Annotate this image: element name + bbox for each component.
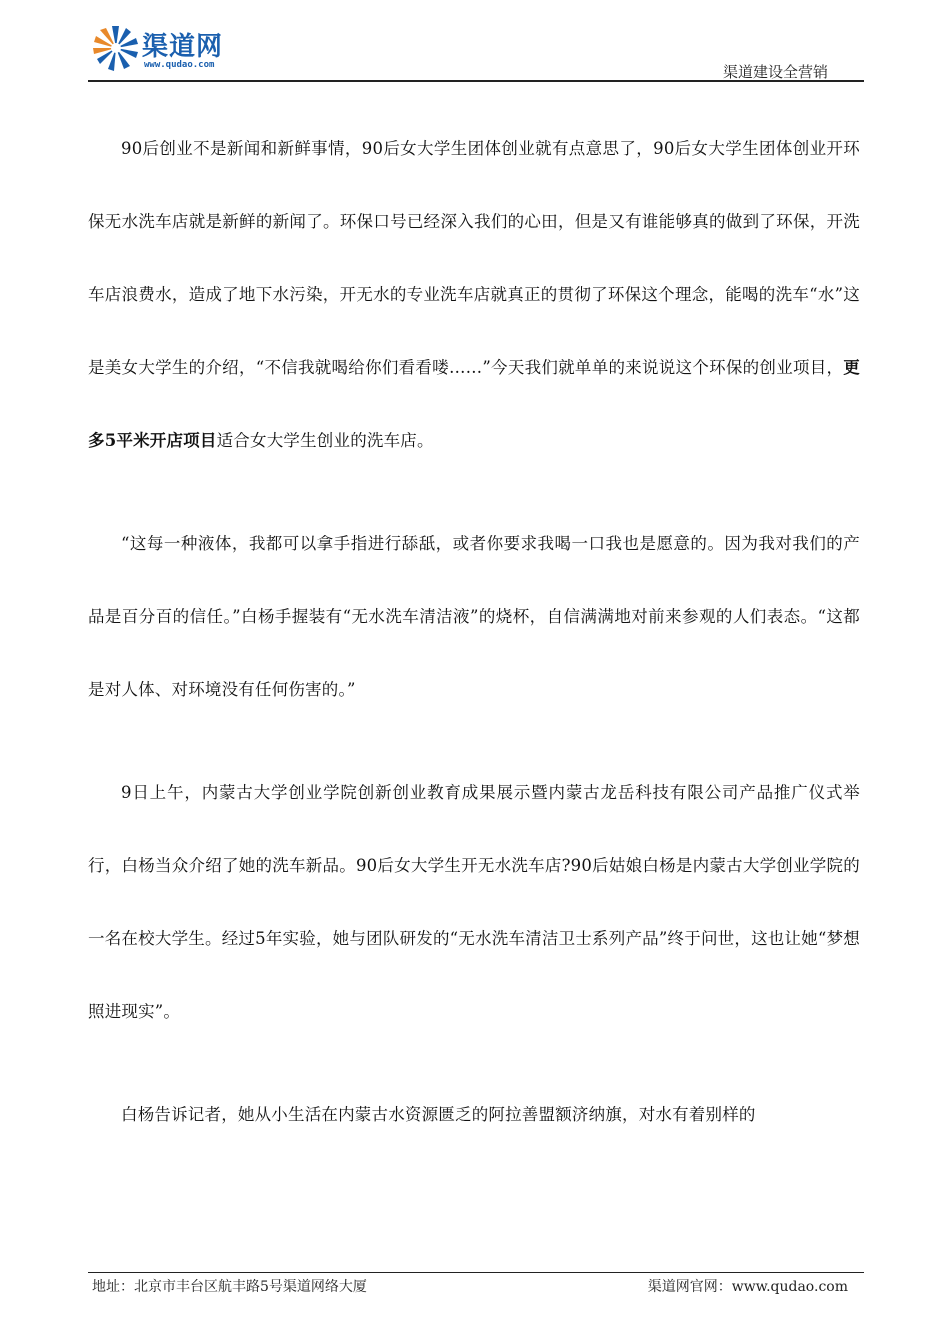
footer-address: 地址：北京市丰台区航丰路5号渠道网络大厦 bbox=[92, 1279, 367, 1295]
paragraph-3: 9日上午，内蒙古大学创业学院创新创业教育成果展示暨内蒙古龙岳科技有限公司产品推广仪式举行，白杨当众介绍了她的洗车新品。90后女大学生开无水洗车店?90后姑娘白杨是内蒙古大学创业学院的一名在校大学生。经过5年实验，她与团队研发的“无水洗车清洁卫士系列产品”终于问世，这也让她“梦想照进现实”。 bbox=[88, 783, 860, 1021]
logo-url: www.qudao.com bbox=[144, 60, 215, 70]
sunburst-logo-icon bbox=[92, 24, 140, 72]
footer-website: 渠道网官网：www.qudao.com bbox=[647, 1279, 848, 1295]
article-body bbox=[88, 112, 860, 1181]
paragraph-4: 白杨告诉记者，她从小生活在内蒙古水资源匮乏的阿拉善盟额济纳旗，对水有着别样的 bbox=[121, 1105, 756, 1124]
logo-text: 渠道网 bbox=[142, 32, 224, 62]
more-projects-link[interactable]: 更多5平米开店项目 bbox=[88, 358, 860, 450]
paragraph-1-text-after: 适合女大学生创业的洗车店。 bbox=[216, 431, 434, 450]
footer-divider bbox=[88, 1272, 864, 1273]
header-title: 渠道建设全营销 bbox=[722, 63, 828, 81]
paragraph-2: “这每一种液体，我都可以拿手指进行舔舐，或者你要求我喝一口我也是愿意的。因为我对我们的产品是百分百的信任。”白杨手握装有“无水洗车清洁液”的烧杯，自信满满地对前来参观的人们表态。“这都是对人体、对环境没有任何伤害的。” bbox=[88, 534, 860, 699]
paragraph-1 bbox=[88, 112, 860, 477]
header-divider bbox=[88, 80, 864, 82]
qudao-logo bbox=[92, 24, 292, 76]
paragraph-1-text-before: 90后创业不是新闻和新鲜事情，90后女大学生团体创业就有点意思了，90后女大学生团体创业开环保无水洗车店就是新鲜的新闻了。环保口号已经深入我们的心田，但是又有谁能够真的做到了环保，开洗车店浪费水，造成了地下水污染，开无水的专业洗车店就真正的贯彻了环保这个理念，能喝的洗车“水”这是美女大学生的介绍，“不信我就喝给你们看看喽……”今天我们就单单的来说说这个环保的创业项目， bbox=[88, 139, 860, 377]
